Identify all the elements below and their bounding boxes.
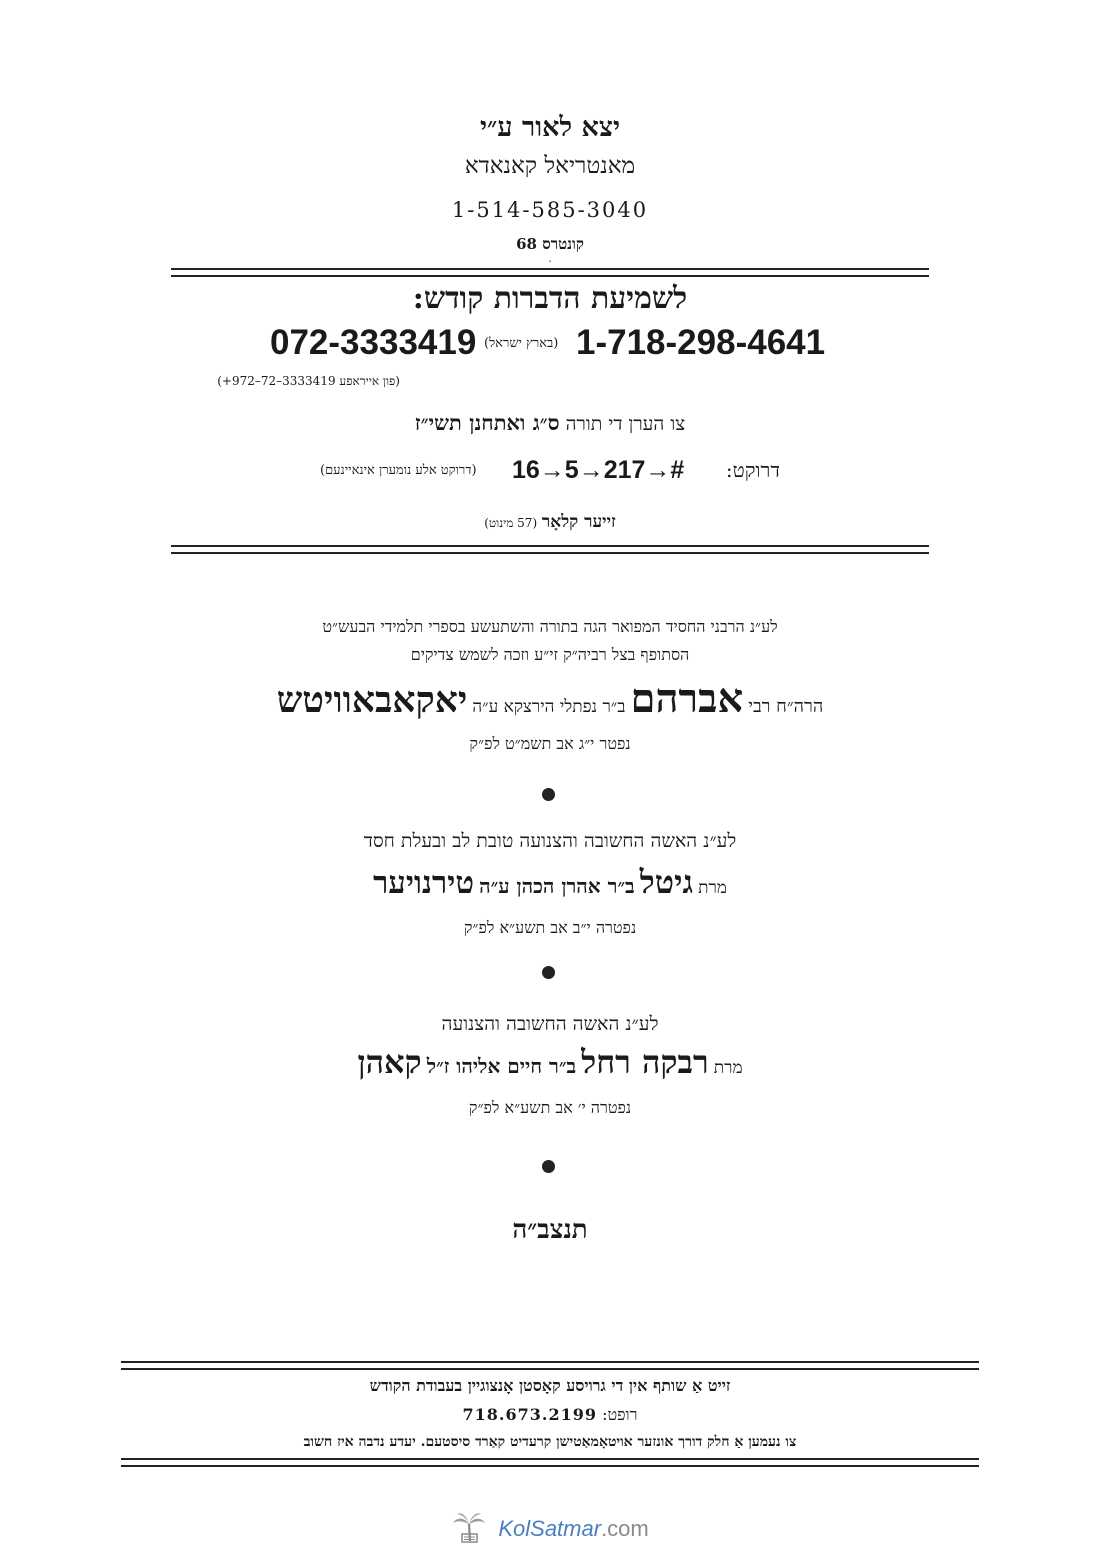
footer-partner-line: זייט אַ שותף אין די גרויסע קאָסטן אָנצוגיין בעבודת הקודש [369, 1376, 731, 1395]
dedication-1-first: אברהם [630, 675, 744, 722]
bullet-2 [542, 966, 555, 979]
duration-line [0, 512, 1100, 532]
dedication-2-ben: ב״ר אהרן הכהן ע״ה [479, 874, 635, 898]
direct-line [320, 456, 780, 490]
dedication-1-intro-2: הסתופף בצל רביה״ק זי״ע וזכה לשמש צדיקים [410, 645, 690, 664]
dedication-1-surname: יאקאבאוויטש [276, 679, 468, 721]
watermark-brand: KolSatmar [498, 1516, 602, 1541]
dedication-2-first: גיטל [639, 863, 694, 901]
watermark-domain: .com [601, 1516, 649, 1541]
footer-credit-line: צו נעמען אַ חלק דורך אונזער אויטאָמאַטישן קרעדיט קאַרד סיסטעם. יעדע נדבה איז חשוב [303, 1434, 797, 1450]
direct-sequence: 16→5→217→# [512, 456, 685, 484]
dedication-2-name [0, 863, 1100, 909]
dedication-1-name [0, 675, 1100, 725]
footer-phone-label: רופט: [602, 1405, 638, 1424]
palm-tree-icon [451, 1510, 487, 1548]
topic-prefix: צו הערן די תורה [565, 413, 686, 435]
mid-divider [171, 545, 929, 554]
duration-title: זייער קלאָר [541, 512, 616, 532]
tantzava: תנצב״ה [512, 1215, 588, 1245]
dedication-3-intro: לע״נ האשה החשובה והצנועה [441, 1013, 659, 1035]
dedication-1-intro: לע״נ הרבני החסיד המפואר הגה בתורה והשתעשע בספרי תלמידי הבעש״ט [322, 617, 778, 636]
footer-phone[interactable]: 718.673.2199 [462, 1405, 597, 1424]
dedication-3-name [0, 1043, 1100, 1089]
direct-label: דרוקט: [725, 458, 780, 482]
footer-bottom-divider [121, 1458, 979, 1467]
bullet-1 [542, 788, 555, 801]
dedication-1-ben: ב״ר נפתלי הירצקא ע״ה [472, 697, 626, 717]
israel-label: (בארץ ישראל) [484, 336, 559, 351]
watermark [0, 1510, 1100, 1548]
direct-note: (דרוקט אלע נומערן אינאיינעם) [320, 463, 477, 478]
bullet-3 [542, 1160, 555, 1173]
topic-line [0, 410, 1100, 436]
watermark-text [498, 1516, 648, 1541]
listen-phones [270, 323, 840, 369]
dedication-2-prefix: מרת [698, 878, 727, 898]
footer-phone-line [0, 1405, 1100, 1425]
dedication-2-surname: טירנויער [373, 865, 475, 901]
booklet-number: קונטרס 68 [516, 235, 584, 253]
topic-parsha: ס״ג ואתחנן תשי״ז [414, 410, 560, 435]
publisher-phone: 1-514-585-3040 [451, 198, 649, 222]
dedication-2-date: נפטרה י״ב אב תשע״א לפ״ק [463, 918, 637, 937]
dedication-3-date: נפטרה י׳ אב תשע״א לפ״ק [468, 1098, 632, 1117]
dedication-3-first: רבקה רחל [581, 1043, 709, 1081]
us-phone[interactable]: 1-718-298-4641 [576, 323, 826, 362]
small-mark: ״ [548, 258, 552, 267]
listen-title: לשמיעת הדברות קודש: [412, 281, 688, 316]
dedication-3-prefix: מרת [713, 1058, 743, 1078]
israel-phone[interactable]: 072-3333419 [270, 323, 477, 362]
dedication-2-intro: לע״נ האשה החשובה והצנועה טובת לב ובעלת חסד [363, 830, 737, 852]
duration-minutes: (57 מינוט) [484, 516, 538, 530]
dedication-1-date: נפטר י״ג אב תשמ״ט לפ״ק [469, 734, 631, 753]
europe-phone: (פון אייראפע 3333419–72–972+) [217, 374, 400, 388]
city: מאנטריאל קאנאדא [464, 153, 636, 179]
dedication-3-surname: קאהן [357, 1043, 422, 1081]
published-by: יצא לאור ע״י [479, 112, 621, 143]
dedication-3-ben: ב״ר חיים אליהו ז״ל [426, 1054, 577, 1078]
dedication-1-prefix: הרה״ח רבי [748, 696, 824, 717]
top-divider [171, 268, 929, 277]
footer-top-divider [121, 1361, 979, 1370]
